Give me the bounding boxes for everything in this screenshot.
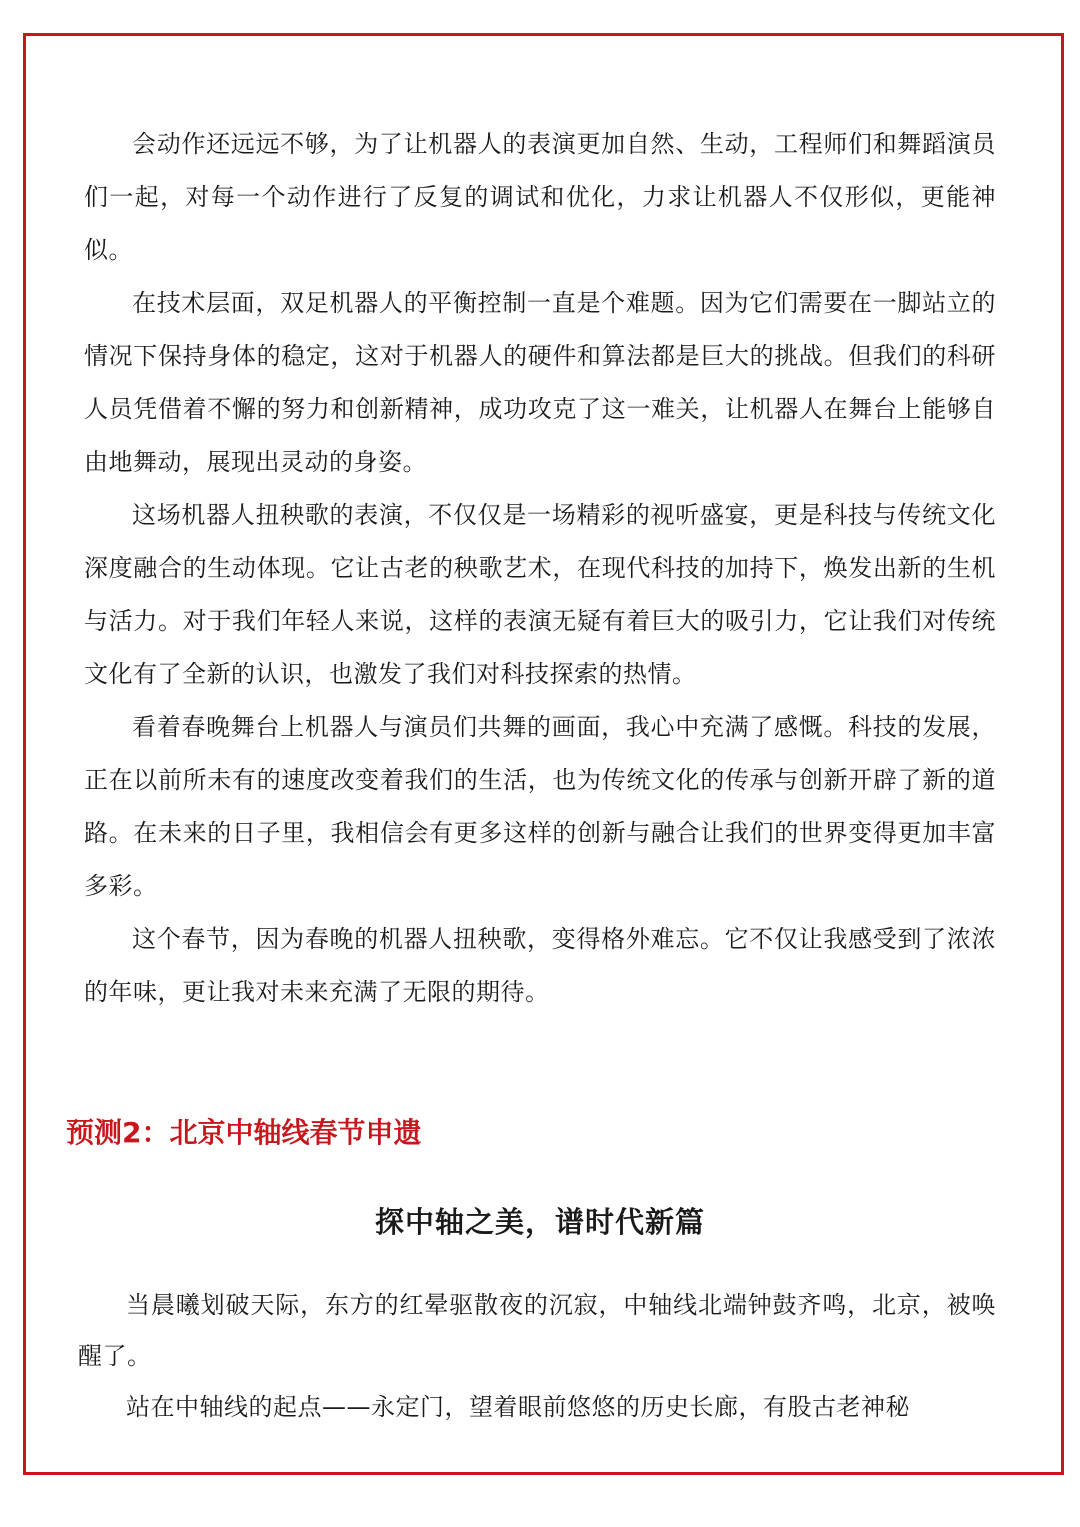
section-body [78,1280,996,1433]
paragraph-yongdingmen: 站在中轴线的起点——永定门，望着眼前悠悠的历史长廊，有股古老神秘 [126,1393,910,1421]
paragraph-robot-motion: 会动作还远远不够，为了让机器人的表演更加自然、生动，工程师们和舞蹈演员们一起，对每一个动作进行了反复的调试和优化，力求让机器人不仅形似，更能神似。 [84,130,996,264]
paragraph-tech-culture: 这场机器人扭秧歌的表演，不仅仅是一场精彩的视听盛宴，更是科技与传统文化深度融合的生动体现。它让古老的秧歌艺术，在现代科技的加持下，焕发出新的生机与活力。对于我们年轻人来说，这样的表演无疑有着巨大的吸引力，它让我们对传统文化有了全新的认识，也激发了我们对科技探索的热情。 [84,501,996,688]
paragraph-reflection: 看着春晚舞台上机器人与演员们共舞的画面，我心中充满了感慨。科技的发展，正在以前所未有的速度改变着我们的生活，也为传统文化的传承与创新开辟了新的道路。在未来的日子里，我相信会有更多这样的创新与融合让我们的世界变得更加丰富多彩。 [84,713,996,900]
article-title: 探中轴之美，谱时代新篇 [374,1205,705,1239]
paragraph-conclusion: 这个春节，因为春晚的机器人扭秧歌，变得格外难忘。它不仅让我感受到了浓浓的年味，更让我对未来充满了无限的期待。 [84,925,996,1006]
article-body [84,118,996,1019]
paragraph-balance-control: 在技术层面，双足机器人的平衡控制一直是个难题。因为它们需要在一脚站立的情况下保持身体的稳定，这对于机器人的硬件和算法都是巨大的挑战。但我们的科研人员凭借着不懈的努力和创新精神，成功攻克了这一难关，让机器人在舞台上能够自由地舞动，展现出灵动的身姿。 [84,289,996,476]
section-heading: 预测2：北京中轴线春节申遗 [66,1116,422,1149]
paragraph-dawn: 当晨曦划破天际，东方的红晕驱散夜的沉寂，中轴线北端钟鼓齐鸣，北京，被唤醒了。 [78,1291,996,1370]
